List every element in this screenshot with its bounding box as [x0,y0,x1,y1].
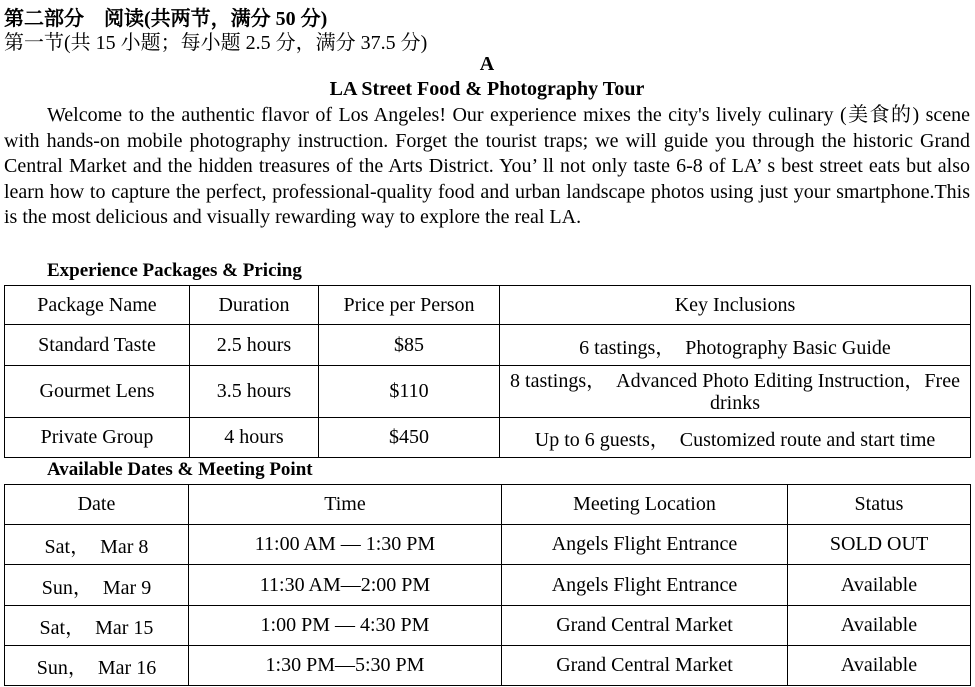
status-cell: Available [788,565,971,606]
price-cell: $110 [319,366,500,418]
table-row [5,565,971,606]
location-cell: Grand Central Market [502,646,788,686]
passage-letter: A [479,53,495,75]
table-row [5,525,971,565]
duration-cell: 3.5 hours [190,366,319,418]
passage-title: LA Street Food & Photography Tour [329,78,645,100]
time-cell: 11:30 AM—2:00 PM [189,565,502,606]
dates-header-cell: Meeting Location [502,485,788,525]
date-cell: Sun， Mar 9 [5,565,189,606]
package-name-cell: Gourmet Lens [5,366,190,418]
location-cell: Angels Flight Entrance [502,565,788,606]
packages-title: Experience Packages & Pricing [47,260,302,281]
inclusions-cell: Up to 6 guests， Customized route and start time [500,418,971,458]
price-cell: $85 [319,325,500,366]
packages-header-cell: Key Inclusions [500,286,971,325]
status-cell: Available [788,606,971,646]
part-title: 第二部分 阅读(共两节，满分 50 分) [4,8,328,30]
status-cell: Available [788,646,971,686]
table-row [5,325,971,366]
location-cell: Angels Flight Entrance [502,525,788,565]
packages-header-cell: Package Name [5,286,190,325]
dates-header-row [5,485,971,525]
dates-table [4,484,971,686]
table-row [5,418,971,458]
dates-header-cell: Time [189,485,502,525]
location-cell: Grand Central Market [502,606,788,646]
packages-table [4,285,971,458]
inclusions-cell: 8 tastings， Advanced Photo Editing Instruction，Free drinks [500,366,971,418]
date-cell: Sat， Mar 15 [5,606,189,646]
price-cell: $450 [319,418,500,458]
passage-intro: Welcome to the authentic flavor of Los Angeles! Our experience mixes the city's lively culinary (美食的) scene with hands-on mobile photography instruction. Forget the tourist traps; we will guide you through the historic Grand Central Market and the hidden treasures of the Arts District. You’ ll not only taste 6-8 of LA’ s best street eats but also learn how to capture the perfect, professional-quality food and urban landscape photos using just your smartphone.This is the most delicious and visually rewarding way to explore the real LA. [4,104,970,229]
package-name-cell: Private Group [5,418,190,458]
table-row [5,366,971,418]
table-row [5,646,971,686]
dates-header-cell: Status [788,485,971,525]
time-cell: 1:00 PM — 4:30 PM [189,606,502,646]
table-row [5,606,971,646]
inclusions-cell: 6 tastings， Photography Basic Guide [500,325,971,366]
package-name-cell: Standard Taste [5,325,190,366]
section-title: 第一节(共 15 小题；每小题 2.5 分，满分 37.5 分) [4,32,428,54]
packages-header-row [5,286,971,325]
date-cell: Sat， Mar 8 [5,525,189,565]
time-cell: 11:00 AM — 1:30 PM [189,525,502,565]
time-cell: 1:30 PM—5:30 PM [189,646,502,686]
date-cell: Sun， Mar 16 [5,646,189,686]
duration-cell: 2.5 hours [190,325,319,366]
duration-cell: 4 hours [190,418,319,458]
dates-title: Available Dates & Meeting Point [47,459,313,480]
dates-header-cell: Date [5,485,189,525]
packages-header-cell: Price per Person [319,286,500,325]
packages-header-cell: Duration [190,286,319,325]
status-cell: SOLD OUT [788,525,971,565]
